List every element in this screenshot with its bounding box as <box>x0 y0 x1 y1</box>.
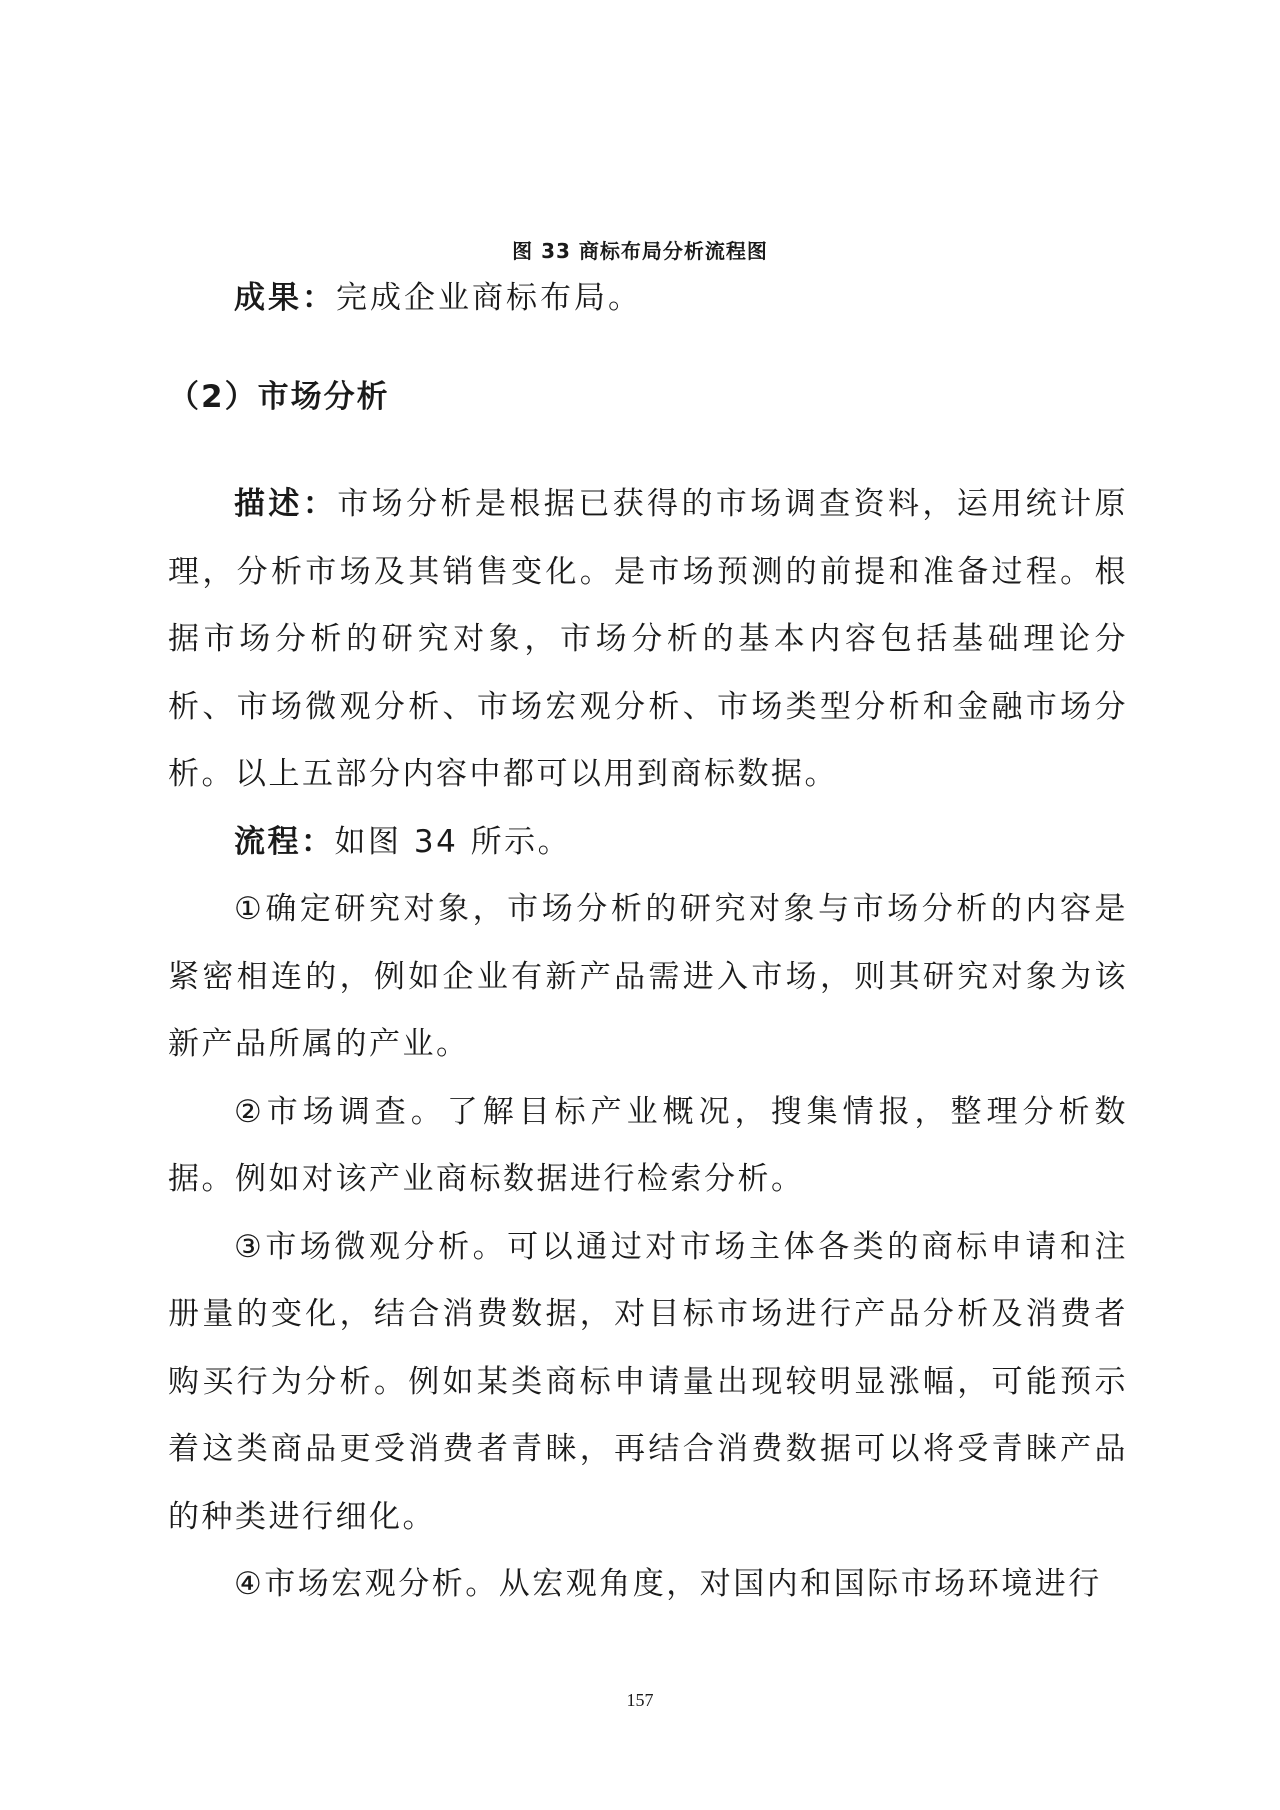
paragraph-text: ②市场调查。了解目标产业概况，搜集情报，整理分析数据。例如对该产业商标数据进行检索分析。 <box>168 1093 1128 1197</box>
result-text: 完成企业商标布局。 <box>336 280 642 316</box>
paragraph-step-2 <box>168 1079 1128 1214</box>
page-number: 157 <box>626 1690 654 1710</box>
paragraph-process <box>168 809 1128 877</box>
result-line <box>234 276 642 320</box>
paragraph-text: 如图 34 所示。 <box>334 823 572 860</box>
paragraph-description <box>168 471 1128 809</box>
figure-caption: 图 33 商标布局分析流程图 <box>512 239 768 263</box>
paragraph-step-4 <box>168 1551 1128 1619</box>
paragraph-text: 市场分析是根据已获得的市场调查资料，运用统计原理，分析市场及其销售变化。是市场预测的前提和准备过程。根据市场分析的研究对象，市场分析的基本内容包括基础理论分析、市场微观分析、市场宏观分析、市场类型分析和金融市场分析。以上五部分内容中都可以用到商标数据。 <box>168 486 1129 792</box>
paragraph-text: ④市场宏观分析。从宏观角度，对国内和国际市场环境进行 <box>234 1566 1102 1602</box>
paragraph-lead: 描述： <box>234 486 338 522</box>
section-heading: （2）市场分析 <box>168 379 390 415</box>
result-label: 成果： <box>234 280 336 316</box>
paragraph-step-3 <box>168 1214 1128 1552</box>
paragraph-text: ①确定研究对象，市场分析的研究对象与市场分析的内容是紧密相连的，例如企业有新产品需进入市场，则其研究对象为该新产品所属的产业。 <box>168 891 1128 1062</box>
paragraph-step-1 <box>168 876 1128 1079</box>
body-text <box>168 471 1128 1619</box>
paragraph-lead: 流程： <box>234 823 335 860</box>
paragraph-text: ③市场微观分析。可以通过对市场主体各类的商标申请和注册量的变化，结合消费数据，对目标市场进行产品分析及消费者购买行为分析。例如某类商标申请量出现较明显涨幅，可能预示着这类商品更受消费者青睐，再结合消费数据可以将受青睐产品的种类进行细化。 <box>168 1228 1128 1535</box>
